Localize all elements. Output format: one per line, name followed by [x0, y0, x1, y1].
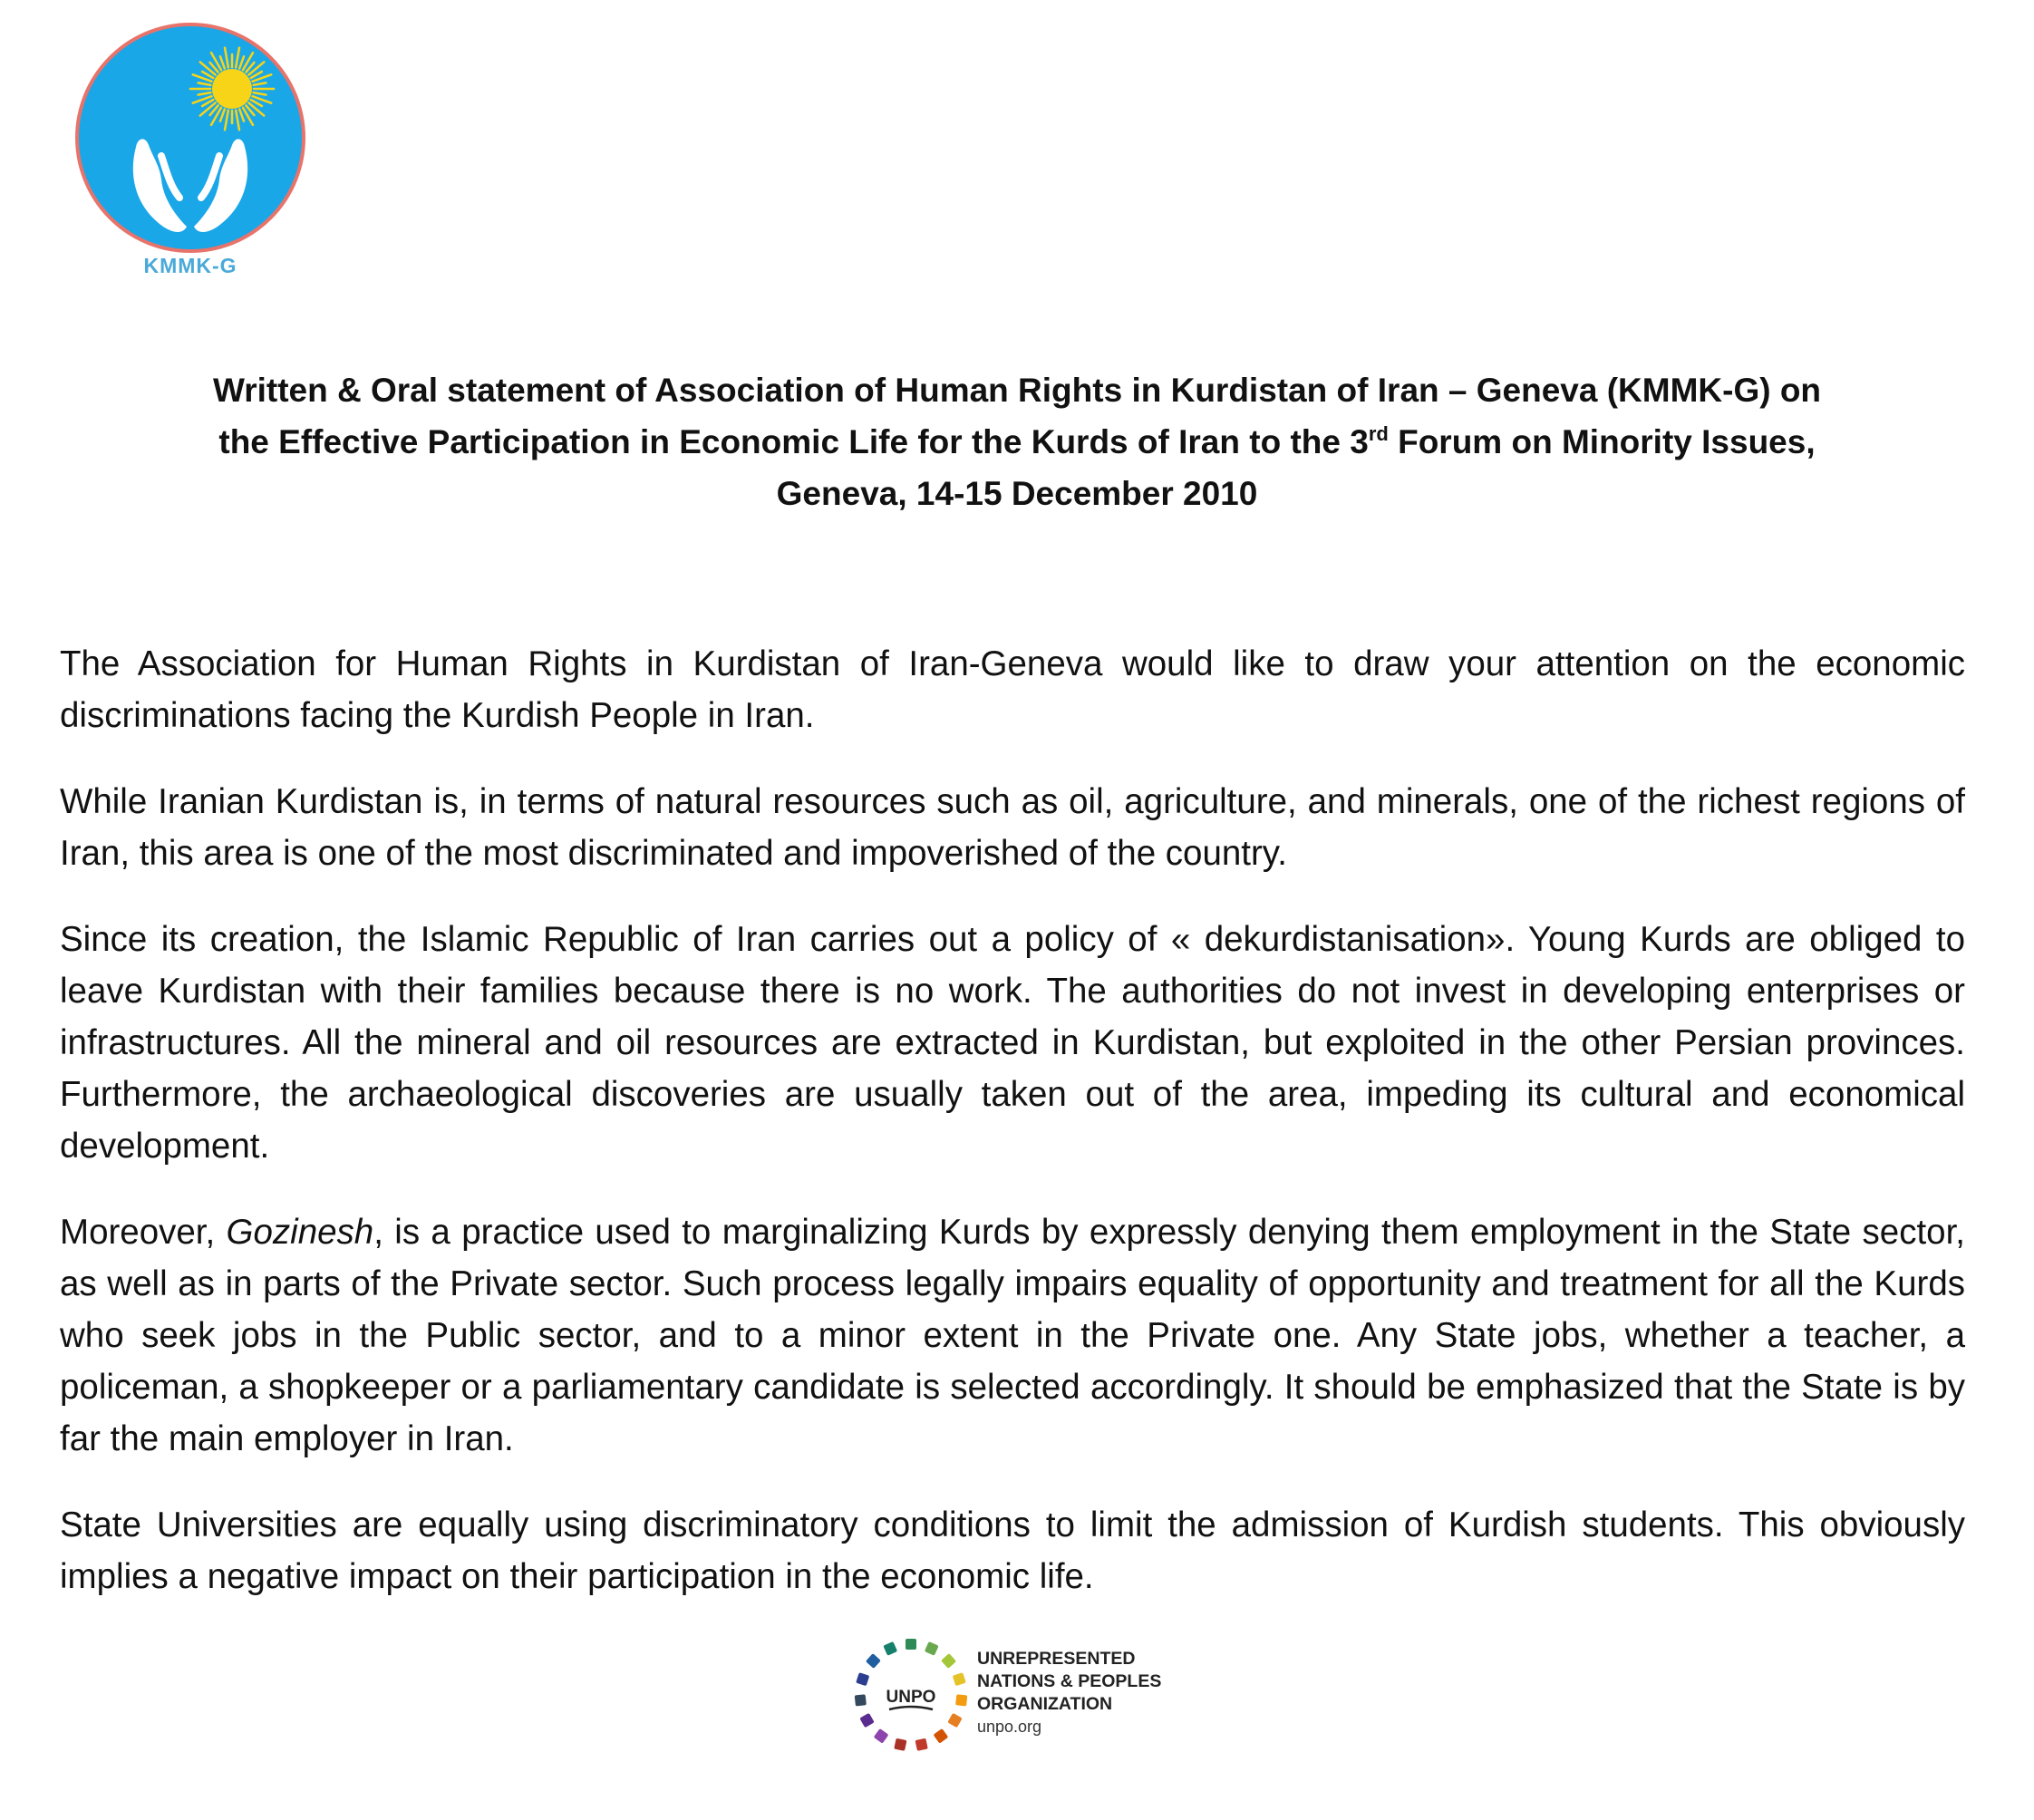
- logo-label: KMMK-G: [143, 254, 237, 277]
- unpo-underline: [889, 1707, 933, 1709]
- document-body: [60, 638, 1965, 1637]
- paragraph-3: Since its creation, the Islamic Republic of Iran carries out a policy of « dekurdistanisation». Young Kurds are obliged to leave Kurdistan with their families because there is no work. The authorities do not invest in developing enterprises or infrastructures. All the mineral and oil resources are extracted in Kurdistan, but exploited in the other Persian provinces. Furthermore, the archaeological discoveries are usually taken out of the area, impeding its cultural and economical development.: [60, 920, 1965, 1166]
- unpo-ring-segment: [947, 1713, 962, 1728]
- unpo-ring-segment: [855, 1694, 867, 1706]
- unpo-line-1: UNREPRESENTED: [977, 1649, 1136, 1669]
- unpo-ring-segment: [941, 1653, 956, 1669]
- paragraph-2: While Iranian Kurdistan is, in terms of natural resources such as oil, agriculture, and minerals, one of the richest regions of Iran, this area is one of the most discriminated and impoverished of the country.: [60, 782, 1965, 873]
- sun-core: [212, 69, 252, 109]
- unpo-line-3: ORGANIZATION: [977, 1694, 1113, 1714]
- kmmk-g-logo: [73, 20, 308, 292]
- kmmk-g-emblem-icon: [73, 20, 308, 256]
- paragraph-4-start: Moreover,: [60, 1213, 227, 1252]
- paragraph-1: The Association for Human Rights in Kurdistan of Iran-Geneva would like to draw your attention on the economic discriminations facing the Kurdish People in Iran.: [60, 644, 1965, 735]
- unpo-ring-segment: [894, 1738, 906, 1751]
- unpo-ring-segment: [925, 1641, 939, 1656]
- unpo-ring-segment: [915, 1738, 928, 1751]
- paragraph-5: State Universities are equally using discriminatory conditions to limit the admission of Kurdish students. This obviously implies a negative impact on their participation in the economic life.: [60, 1505, 1965, 1596]
- unpo-text-block: [977, 1648, 1231, 1738]
- unpo-ring-segment: [955, 1694, 967, 1706]
- unpo-ring-segment: [883, 1641, 897, 1656]
- title-line-2: [54, 416, 1980, 468]
- unpo-ring-segment: [874, 1728, 889, 1744]
- paragraph-4-rest: , is a practice used to marginalizing Kurds by expressly denying them employment in the State sector, as well as in parts of the Private sector. Such process legally impairs equality of opportunity and treatment for all the Kurds who seek jobs in the Public sector, and to a minor extent in the Private one. Any State jobs, whether a teacher, a policeman, a shopkeeper or a parliamentary candidate is selected accordingly. It should be emphasized that the State is by far the main employer in Iran.: [60, 1213, 1965, 1458]
- title-line-2-end: Forum on Minority Issues,: [1388, 423, 1816, 460]
- title-line-1: Written & Oral statement of Association of Human Rights in Kurdistan of Iran – Geneva (KMMK-G) on: [212, 372, 1822, 409]
- unpo-ring-segment: [906, 1639, 916, 1650]
- unpo-ring-segment: [856, 1672, 869, 1686]
- paragraph-4: [60, 1206, 1965, 1465]
- paragraph-4-term: Gozinesh: [226, 1213, 374, 1252]
- unpo-ring-segment: [953, 1672, 966, 1686]
- unpo-mark: UNPO: [886, 1688, 936, 1707]
- unpo-ring-segment: [934, 1728, 949, 1744]
- unpo-line-2: NATIONS & PEOPLES: [977, 1671, 1162, 1691]
- unpo-url: unpo.org: [977, 1718, 1042, 1736]
- unpo-ring-segment: [866, 1653, 881, 1669]
- title-line-2-start: the Effective Participation in Economic Life for the Kurds of Iran to the 3: [218, 423, 1369, 460]
- unpo-ring-segment: [859, 1713, 874, 1728]
- document-title: [54, 364, 1980, 519]
- unpo-ring-icon: [848, 1631, 974, 1758]
- title-line-3: Geneva, 14-15 December 2010: [776, 475, 1258, 512]
- logo-circle: [77, 24, 304, 251]
- title-ordinal-suffix: rd: [1368, 422, 1389, 445]
- unpo-logo: [848, 1631, 1228, 1758]
